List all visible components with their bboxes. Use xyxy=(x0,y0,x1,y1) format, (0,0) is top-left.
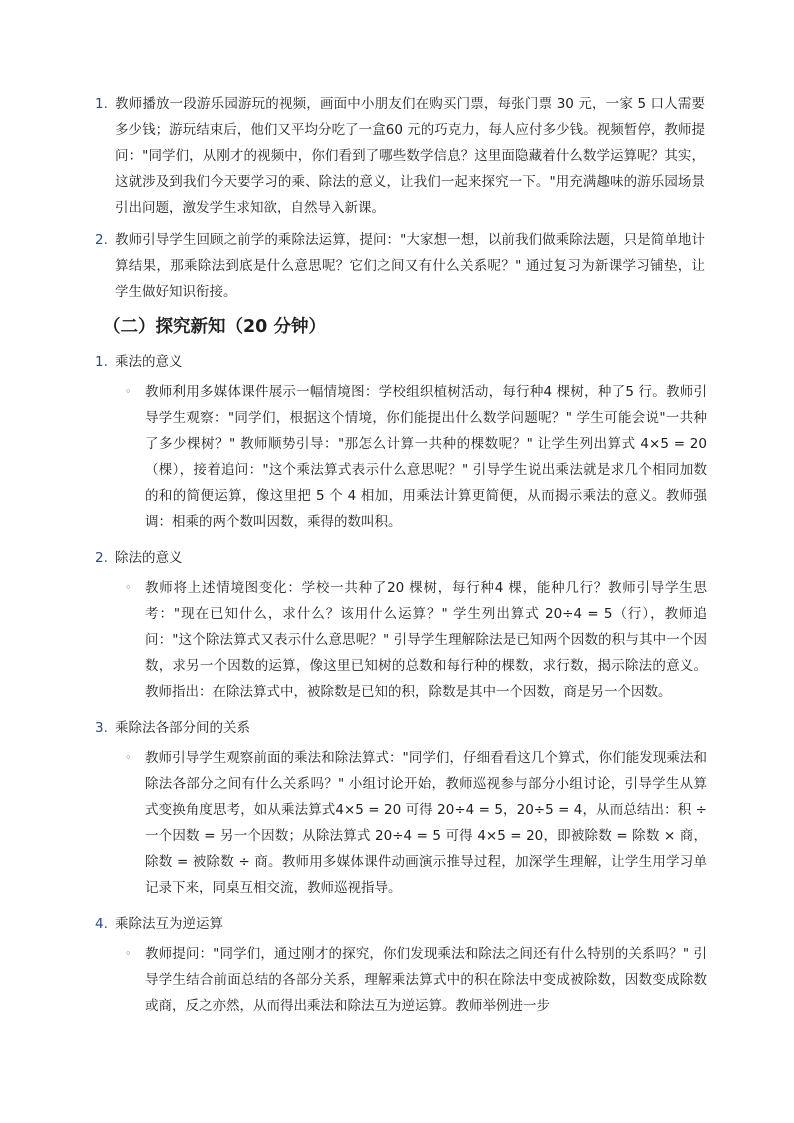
list-number: 2. xyxy=(95,550,108,566)
list-item xyxy=(95,91,705,221)
circle-bullet-icon: ◦ xyxy=(125,385,132,398)
paragraph-text: 教师引导学生观察前面的乘法和除法算式："同学们，仔细看看这几个算式，你们能发现乘法和除法各部分之间有什么关系吗？" 小组讨论开始，教师巡视参与部分小组讨论，引导学生从算式变换角度思考，如从乘法算式4×5 = 20 可得 20÷4 = 5，20÷5 = 4，从而总结出：积 ÷ 一个因数 = 另一个因数；从除法算式 20÷4 = 5 可得 4×5 = 20，即被除数 = 除数 × 商，除数 = 被除数 ÷ 商。教师用多媒体课件动画演示推导过程，加深学生理解，让学生用学习单记录下来，同桌互相交流，教师巡视指导。 xyxy=(145,750,707,896)
section-item xyxy=(95,349,707,535)
list-number: 2. xyxy=(95,232,108,248)
bullet-item xyxy=(95,575,707,705)
circle-bullet-icon: ◦ xyxy=(125,947,132,960)
list-number: 3. xyxy=(95,720,108,736)
list-number: 4. xyxy=(95,916,108,932)
section-title: 乘除法互为逆运算 xyxy=(115,916,223,932)
section-title: 除法的意义 xyxy=(115,550,183,566)
section-heading: （二）探究新知（20 分钟） xyxy=(103,317,326,337)
paragraph-text: 教师将上述情境图变化：学校一共种了20 棵树，每行种4 棵，能种几行？教师引导学生思考："现在已知什么，求什么？该用什么运算？" 学生列出算式 20÷4 = 5（行），教师追问："这个除法算式又表示什么意思呢？" 引导学生理解除法是已知两个因数的积与其中一个因数，求另一个因数的运算，像这里已知树的总数和每行种的棵数，求行数，揭示除法的意义。教师指出：在除法算式中，被除数是已知的积，除数是其中一个因数，商是另一个因数。 xyxy=(145,580,707,700)
list-number: 1. xyxy=(95,354,108,370)
section-title: 乘法的意义 xyxy=(115,354,183,370)
circle-bullet-icon: ◦ xyxy=(125,751,132,764)
paragraph-text: 教师引导学生回顾之前学的乘除法运算，提问："大家想一想，以前我们做乘除法题，只是简单地计算结果，那乘除法到底是什么意思呢？它们之间又有什么关系呢？" 通过复习为新课学习铺垫，让学生做好知识衔接。 xyxy=(115,232,705,300)
bullet-item xyxy=(95,941,707,1019)
paragraph-text: 教师播放一段游乐园游玩的视频，画面中小朋友们在购买门票，每张门票 30 元，一家 5 口人需要多少钱；游玩结束后，他们又平均分吃了一盒60 元的巧克力，每人应付多少钱。视频暂停，教师提问："同学们，从刚才的视频中，你们看到了哪些数学信息？这里面隐藏着什么数学运算呢？其实，这就涉及到我们今天要学习的乘、除法的意义，让我们一起来探究一下。"用充满趣味的游乐园场景引出问题，激发学生求知欲，自然导入新课。 xyxy=(115,96,705,216)
paragraph-text: 教师利用多媒体课件展示一幅情境图：学校组织植树活动，每行种4 棵树，种了5 行。教师引导学生观察："同学们，根据这个情境，你们能提出什么数学问题呢？" 学生可能会说"一共种了多少棵树？" 教师顺势引导："那怎么计算一共种的棵数呢？" 让学生列出算式 4×5 = 20（棵），接着追问："这个乘法算式表示什么意思呢？" 引导学生说出乘法就是求几个相同加数的和的简便运算，像这里把 5 个 4 相加，用乘法计算更简便，从而揭示乘法的意义。教师强调：相乘的两个数叫因数，乘得的数叫积。 xyxy=(145,384,707,530)
section-item xyxy=(95,545,707,705)
circle-bullet-icon: ◦ xyxy=(125,581,132,594)
sections-list xyxy=(95,349,707,1029)
bullet-item xyxy=(95,745,707,901)
section-item xyxy=(95,911,707,1019)
list-item xyxy=(95,227,705,305)
list-number: 1. xyxy=(95,96,108,112)
section-title: 乘除法各部分间的关系 xyxy=(115,720,250,736)
paragraph-text: 教师提问："同学们，通过刚才的探究，你们发现乘法和除法之间还有什么特别的关系吗？" 引导学生结合前面总结的各部分关系，理解乘法算式中的积在除法中变成被除数，因数变成除数或商，反之亦然，从而得出乘法和除法互为逆运算。教师举例进一步 xyxy=(145,946,707,1014)
section-item xyxy=(95,715,707,901)
bullet-item xyxy=(95,379,707,535)
intro-list xyxy=(95,91,705,311)
